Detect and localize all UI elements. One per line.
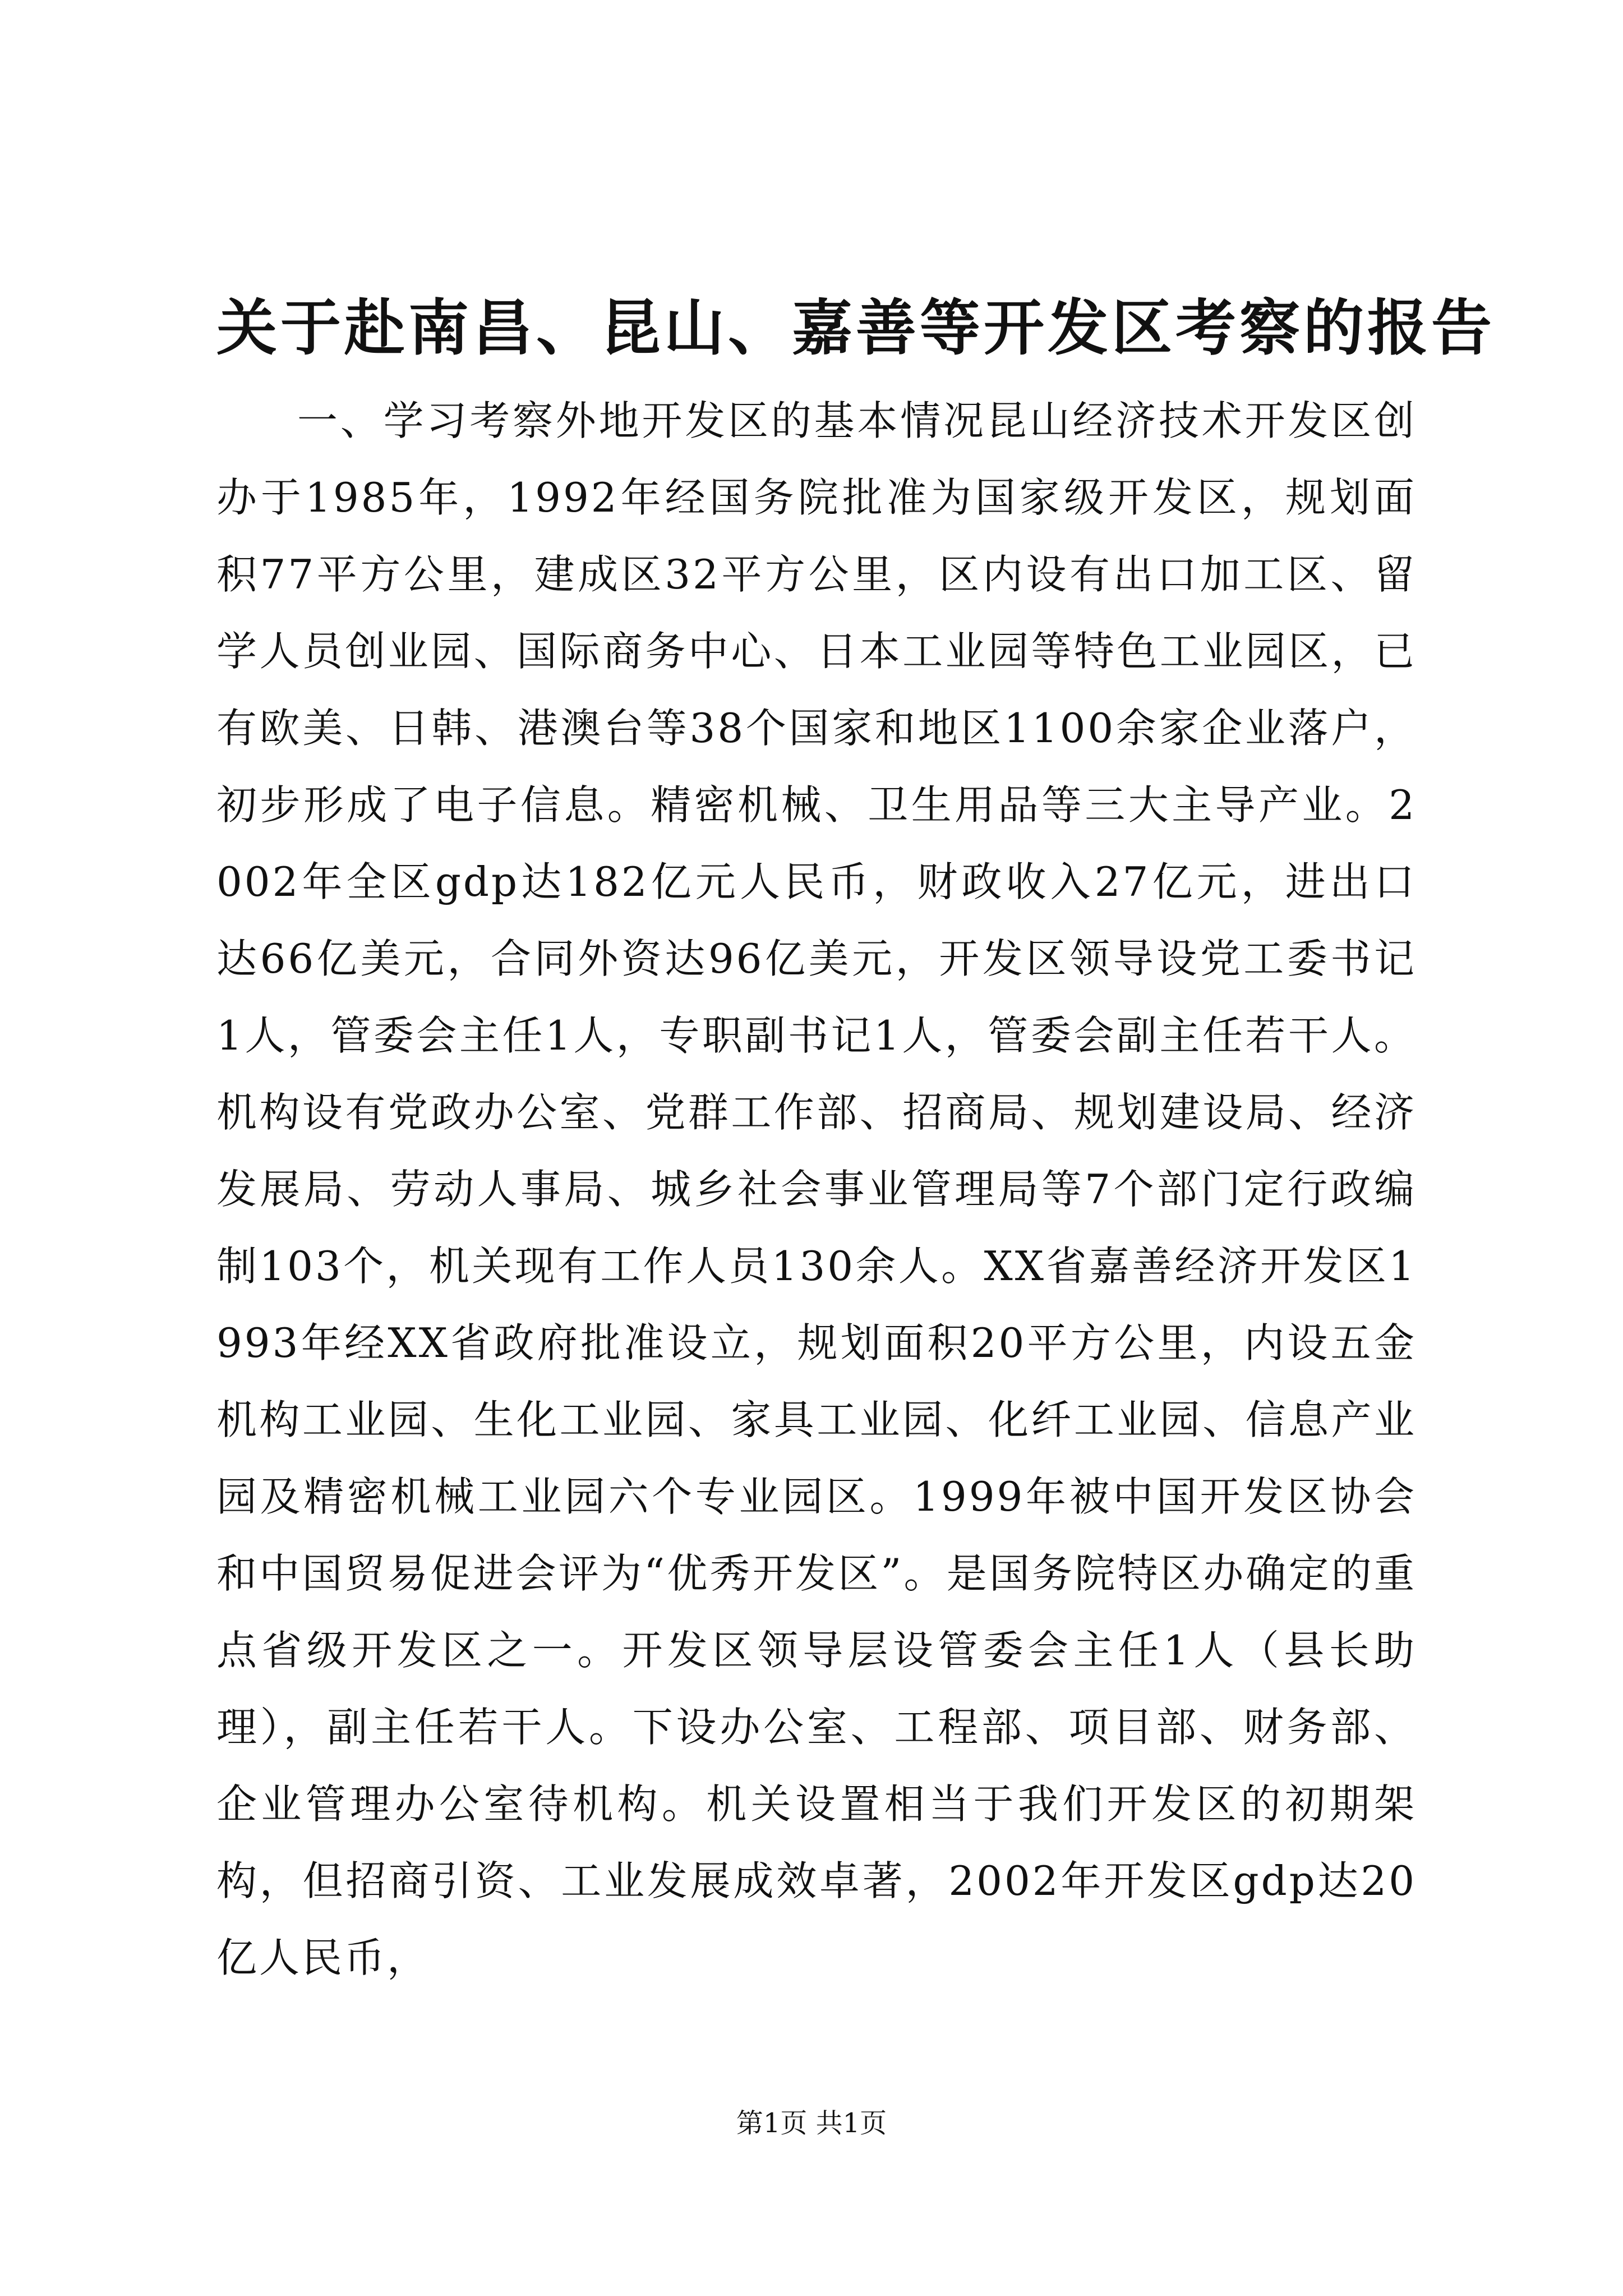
document-body-paragraph: 一、学习考察外地开发区的基本情况昆山经济技术开发区创办于1985年，1992年经国务院批准为国家级开发区，规划面积77平方公里，建成区32平方公里，区内设有出口加工区、留学人员创业园、国际商务中心、日本工业园等特色工业园区，已有欧美、日韩、港澳台等38个国家和地区1100余家企业落户，初步形成了电子信息。精密机械、卫生用品等三大主导产业。2002年全区gdp达182亿元人民币，财政收入27亿元，进出口达66亿美元，合同外资达96亿美元，开发区领导设党工委书记1人，管委会主任1人，专职副书记1人，管委会副主任若干人。机构设有党政办公室、党群工作部、招商局、规划建设局、经济发展局、劳动人事局、城乡社会事业管理局等7个部门定行政编制103个，机关现有工作人员130余人。XX省嘉善经济开发区1993年经XX省政府批准设立，规划面积20平方公里，内设五金机构工业园、生化工业园、家具工业园、化纤工业园、信息产业园及精密机械工业园六个专业园区。1999年被中国开发区协会和中国贸易促进会评为“优秀开发区”。是国务院特区办确定的重点省级开发区之一。开发区领导层设管委会主任1人（县长助理），副主任若干人。下设办公室、工程部、项目部、财务部、企业管理办公室待机构。机关设置相当于我们开发区的初期架构，但招商引资、工业发展成效卓著，2002年开发区gdp达20亿人民币， bbox=[216, 397, 1417, 1981]
page-footer: 第1页 共1页 bbox=[736, 2108, 887, 2139]
document-title: 关于赴南昌、昆山、嘉善等开发区考察的报告 bbox=[216, 293, 1496, 364]
